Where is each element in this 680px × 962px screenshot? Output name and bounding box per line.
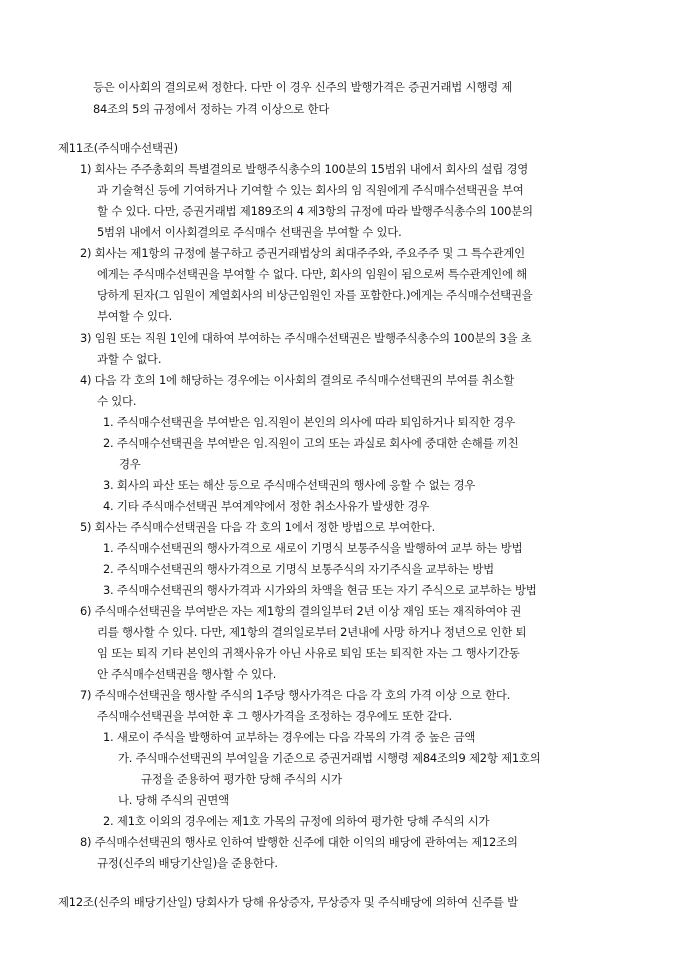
item-2-line: 2) 회사는 제1항의 규정에 불구하고 증권거래법상의 최대주주와, 주요주주 및 그 특수관계인 [80, 246, 525, 260]
item-6-line: 안 주식매수선택권을 행사할 수 있다. [97, 667, 277, 681]
intro-line: 84조의 5의 규정에서 정하는 가격 이상으로 한다 [93, 102, 330, 116]
item-3-line: 3) 임원 또는 직원 1인에 대하여 부여하는 주식매수선택권은 발행주식총수의 100분의 3을 초 [80, 331, 532, 345]
item-7-subitem: 2. 제1호 이외의 경우에는 제1호 가목의 규정에 의하여 평가한 당해 주식의 시가 [103, 814, 490, 828]
item-4-line: 4) 다음 각 호의 1에 해당하는 경우에는 이사회의 결의로 주식매수선택권의 부여를 취소할 [80, 373, 515, 387]
item-2-line: 부여할 수 있다. [97, 309, 173, 323]
item-3-line: 과할 수 없다. [97, 352, 162, 366]
item-1-line: 할 수 있다. 다만, 증권거래법 제189조의 4 제3항의 규정에 따라 발행주식총수의 100분의 [97, 204, 533, 218]
item-7-subclause: 나. 당해 주식의 권면액 [118, 793, 229, 807]
item-5-subitem: 2. 주식매수선택권의 행사가격으로 기명식 보통주식의 자기주식을 교부하는 방법 [103, 562, 494, 576]
intro-line: 등은 이사회의 결의로써 정한다. 다만 이 경우 신주의 발행가격은 증권거래법 시행령 제 [93, 80, 513, 94]
item-4-subitem: 2. 주식매수선택권을 부여받은 임.직원이 고의 또는 과실로 회사에 중대한 손해를 끼친 [103, 436, 519, 450]
item-7-subclause-cont: 규정을 준용하여 평가한 당해 주식의 시가 [141, 772, 342, 786]
item-4-line: 수 있다. [97, 394, 137, 408]
item-5-line: 5) 회사는 주식매수선택권을 다음 각 호의 1에서 정한 방법으로 부여한다. [80, 520, 436, 534]
article-12-line: 제12조(신주의 배당기산일) 당회사가 당해 유상증자, 무상증자 및 주식배당에 의하여 신주를 발 [58, 895, 518, 909]
item-1-line: 1) 회사는 주주총회의 특별결의로 발행주식총수의 100분의 15범위 내에서 회사의 설립 경영 [80, 162, 529, 176]
item-2-line: 당하게 된자(그 임원이 계열회사의 비상근임원인 자를 포함한다.)에게는 주식매수선택권을 [97, 288, 533, 302]
item-1-line: 5범위 내에서 이사회결의로 주식매수 선택권을 부여할 수 있다. [97, 225, 402, 239]
item-4-subitem-cont: 경우 [119, 457, 141, 471]
item-7-line: 주식매수선택권을 부여한 후 그 행사가격을 조정하는 경우에도 또한 같다. [97, 709, 452, 723]
item-4-subitem: 1. 주식매수선택권을 부여받은 임.직원이 본인의 의사에 따라 퇴임하거나 퇴직한 경우 [103, 415, 515, 429]
item-7-subitem: 1. 새로이 주식을 발행하여 교부하는 경우에는 다음 각목의 가격 중 높은 금액 [103, 730, 476, 744]
item-6-line: 임 또는 퇴직 기타 본인의 귀책사유가 아닌 사유로 퇴임 또는 퇴직한 자는 그 행사기간동 [97, 646, 520, 660]
article-11-title: 제11조(주식매수선택권) [58, 141, 178, 155]
item-5-subitem: 3. 주식매수선택권의 행사가격과 시가와의 차액을 현금 또는 자기 주식으로 교부하는 방법 [103, 583, 537, 597]
item-6-line: 6) 주식매수선택권을 부여받은 자는 제1항의 결의일부터 2년 이상 재임 또는 재직하여야 권 [80, 604, 522, 618]
item-2-line: 에게는 주식매수선택권을 부여할 수 없다. 다만, 회사의 임원이 됨으로써 특수관계인에 해 [97, 267, 527, 281]
item-7-subclause: 가. 주식매수선택권의 부여일을 기준으로 증권거래법 시행령 제84조의9 제2항 제1호의 [118, 751, 541, 765]
item-4-subitem: 4. 기타 주식매수선택권 부여계약에서 정한 취소사유가 발생한 경우 [103, 499, 430, 513]
item-7-line: 7) 주식매수선택권을 행사할 주식의 1주당 행사가격은 다음 각 호의 가격 이상 으로 한다. [80, 688, 511, 702]
item-5-subitem: 1. 주식매수선택권의 행사가격으로 새로이 기명식 보통주식을 발행하여 교부 하는 방법 [103, 541, 523, 555]
item-6-line: 리를 행사할 수 있다. 다만, 제1항의 결의일로부터 2년내에 사망 하거나 정년으로 인한 퇴 [97, 625, 527, 639]
item-4-subitem: 3. 회사의 파산 또는 해산 등으로 주식매수선택권의 행사에 응할 수 없는 경우 [103, 478, 476, 492]
item-8-line: 규정(신주의 배당기산일)을 준용한다. [97, 856, 278, 870]
item-1-line: 과 기술혁신 등에 기여하거나 기여할 수 있는 회사의 임 직원에게 주식매수선택권을 부여 [97, 183, 524, 197]
item-8-line: 8) 주식매수선택권의 행사로 인하여 발행한 신주에 대한 이익의 배당에 관하여는 제12조의 [80, 835, 518, 849]
